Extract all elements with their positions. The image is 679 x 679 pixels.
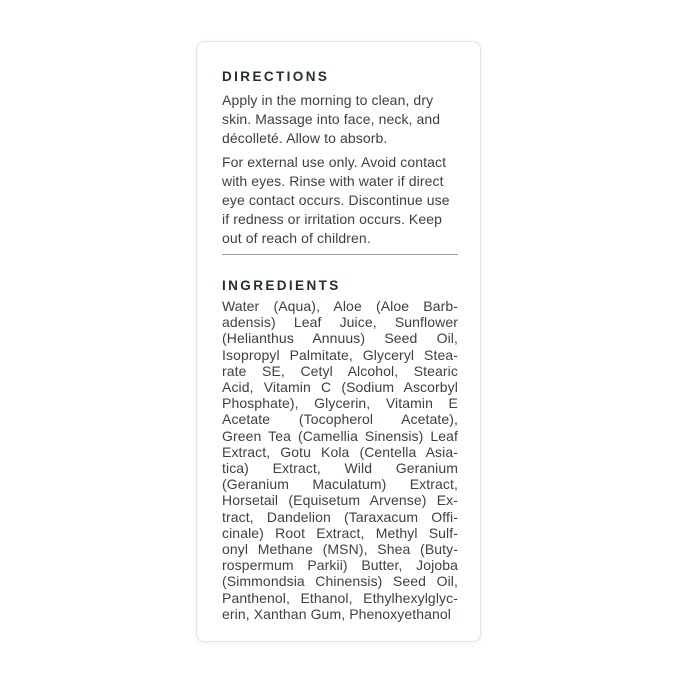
ingredient-line: rospermum Parkii) Butter, Jojoba (222, 557, 458, 574)
ingredient-line: erin, Xanthan Gum, Phenoxyethanol (222, 605, 452, 622)
ingredient-line: (Geranium Maculatum) Extract, (222, 476, 458, 493)
ingredient-line: onyl Methane (MSN), Shea (Buty- (222, 541, 458, 558)
product-label-card (196, 41, 481, 642)
directions-line: eye contact occurs. Discontinue use (222, 192, 450, 208)
directions-paragraph-1 (222, 91, 458, 148)
ingredients-heading: INGREDIENTS (222, 278, 341, 293)
ingredient-line: Acetate (Tocopherol Acetate), (222, 411, 458, 428)
ingredient-line: Isopropyl Palmitate, Glyceryl Stea- (222, 346, 458, 363)
ingredient-line: Acid, Vitamin C (Sodium Ascorbyl (222, 379, 458, 396)
directions-line: For external use only. Avoid contact (222, 154, 447, 170)
section-divider (222, 254, 458, 255)
directions-line: with eyes. Rinse with water if direct (222, 173, 444, 189)
directions-line: if redness or irritation occurs. Keep (222, 211, 443, 227)
ingredient-line: (Simmondsia Chinensis) Seed Oil, (222, 573, 458, 590)
ingredient-line: Panthenol, Ethanol, Ethylhexylglyc- (222, 589, 458, 606)
ingredient-line: cinale) Root Extract, Methyl Sulf- (222, 524, 458, 541)
ingredients-paragraph (222, 298, 458, 622)
ingredient-line: rate SE, Cetyl Alcohol, Stearic (222, 362, 458, 379)
ingredient-line: Water (Aqua), Aloe (Aloe Barb- (222, 298, 458, 314)
ingredient-line: adensis) Leaf Juice, Sunflower (222, 314, 458, 331)
ingredient-line: tica) Extract, Wild Geranium (222, 460, 458, 477)
directions-line: out of reach of children. (222, 230, 371, 246)
ingredient-line: Extract, Gotu Kola (Centella Asia- (222, 443, 458, 460)
directions-line: Apply in the morning to clean, dry (222, 92, 434, 108)
directions-heading: DIRECTIONS (222, 69, 330, 84)
ingredient-line: Green Tea (Camellia Sinensis) Leaf (222, 427, 458, 444)
ingredient-line: tract, Dandelion (Taraxacum Offi- (222, 508, 458, 525)
directions-paragraph-2 (222, 153, 458, 248)
ingredient-line: Horsetail (Equisetum Arvense) Ex- (222, 492, 458, 509)
directions-line: skin. Massage into face, neck, and (222, 111, 441, 127)
ingredient-line: Phosphate), Glycerin, Vitamin E (222, 395, 458, 412)
directions-line: décolleté. Allow to absorb. (222, 130, 388, 146)
ingredient-line: (Helianthus Annuus) Seed Oil, (222, 330, 458, 347)
